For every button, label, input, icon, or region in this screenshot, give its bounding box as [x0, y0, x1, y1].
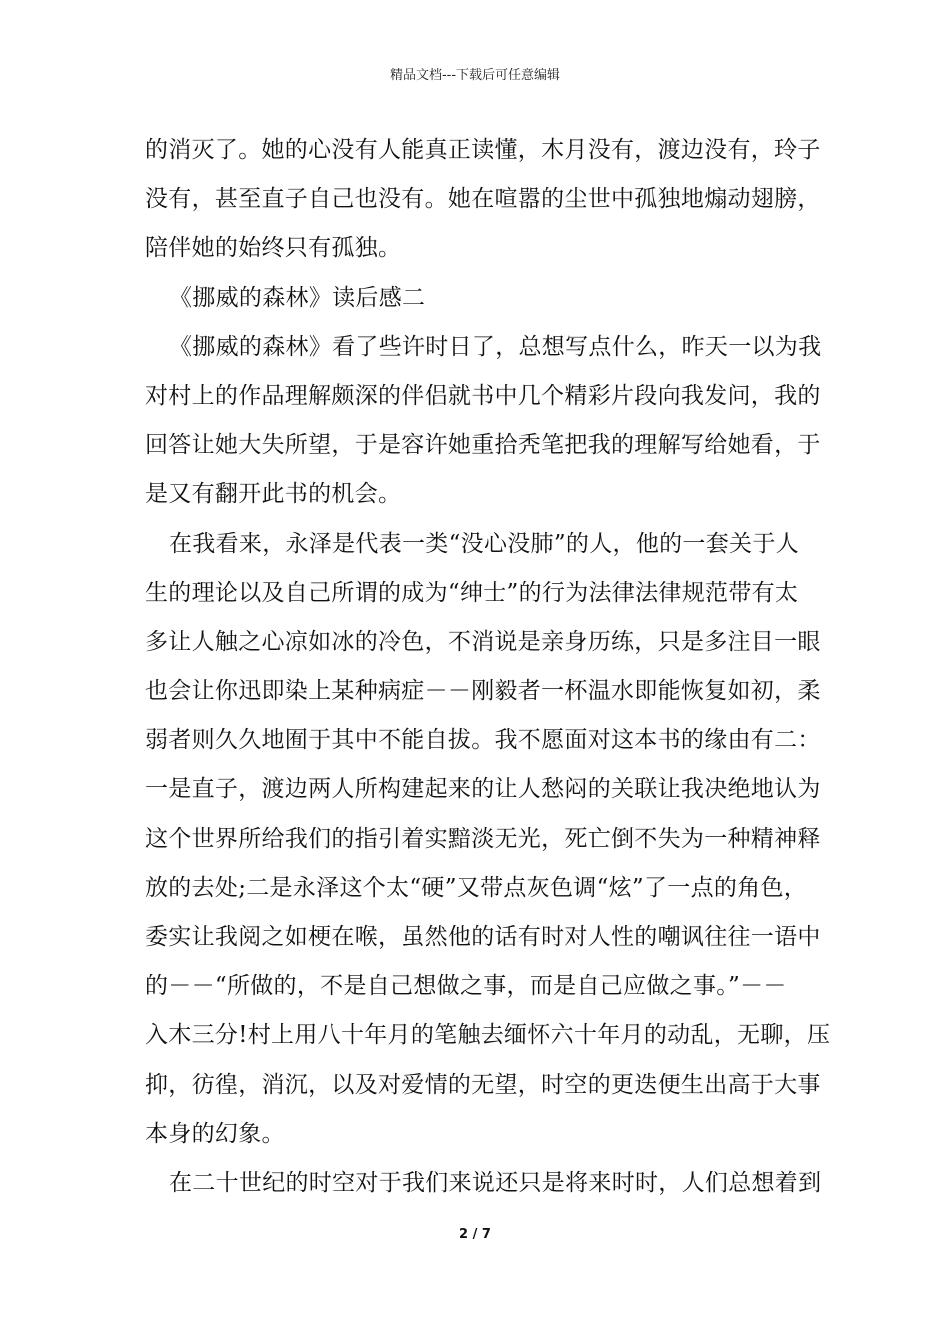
text-line: 放的去处;二是永泽这个太“硬”又带点灰色调“炫”了一点的角色，	[145, 874, 808, 901]
text-line: 在二十世纪的时空对于我们来说还只是将来时时，人们总想着到	[169, 1169, 822, 1196]
text-line: 陪伴她的始终只有孤独。	[145, 235, 402, 262]
text-line: 也会让你迅即染上某种病症－－刚毅者一杯温水即能恢复如初，柔	[145, 678, 821, 705]
text-line: 在我看来，永泽是代表一类“没心没肺”的人，他的一套关于人	[169, 530, 799, 557]
text-line: 是又有翻开此书的机会。	[145, 481, 402, 508]
text-line: 的－－“所做的，不是自己想做之事，而是自己应做之事。”－－	[145, 973, 787, 1000]
text-line: 入木三分!村上用八十年月的笔触去缅怀六十年月的动乱，无聊，压	[145, 1022, 831, 1049]
text-line: 一是直子，渡边两人所构建起来的让人愁闷的关联让我决绝地认为	[145, 776, 821, 803]
page-number: 2 / 7	[459, 1227, 491, 1242]
text-line: 没有，甚至直子自己也没有。她在喧嚣的尘世中孤独地煽动翅膀，	[145, 186, 821, 213]
document-header: 精品文档---下载后可任意编辑	[389, 68, 561, 83]
text-line: 对村上的作品理解颇深的伴侣就书中几个精彩片段向我发问，我的	[145, 382, 821, 409]
text-line: 抑，彷徨，消沉，以及对爱情的无望，时空的更迭便生出高于大事	[145, 1071, 821, 1098]
text-line: 这个世界所给我们的指引着实黯淡无光，死亡倒不失为一种精神释	[145, 825, 821, 852]
text-line: 生的理论以及自己所谓的成为“绅士”的行为法律法律规范带有太	[145, 579, 799, 606]
text-line: 委实让我阅之如梗在喉，虽然他的话有时对人性的嘲讽往往一语中	[145, 924, 821, 950]
text-line: 回答让她大失所望，于是容许她重拾秃笔把我的理解写给她看，于	[145, 432, 821, 459]
section-heading: 《挪威的森林》读后感二	[169, 284, 426, 311]
document-body	[145, 126, 831, 1208]
text-line: 的消灭了。她的心没有人能真正读懂，木月没有，渡边没有，玲子	[145, 137, 821, 163]
text-line: 本身的幻象。	[145, 1120, 285, 1147]
text-line: 弱者则久久地囿于其中不能自拔。我不愿面对这本书的缘由有二：	[145, 727, 821, 754]
text-line: 多让人触之心凉如冰的冷色，不消说是亲身历练，只是多注目一眼	[145, 628, 821, 655]
text-line: 《挪威的森林》看了些许时日了，总想写点什么，昨天一以为我	[169, 333, 822, 360]
